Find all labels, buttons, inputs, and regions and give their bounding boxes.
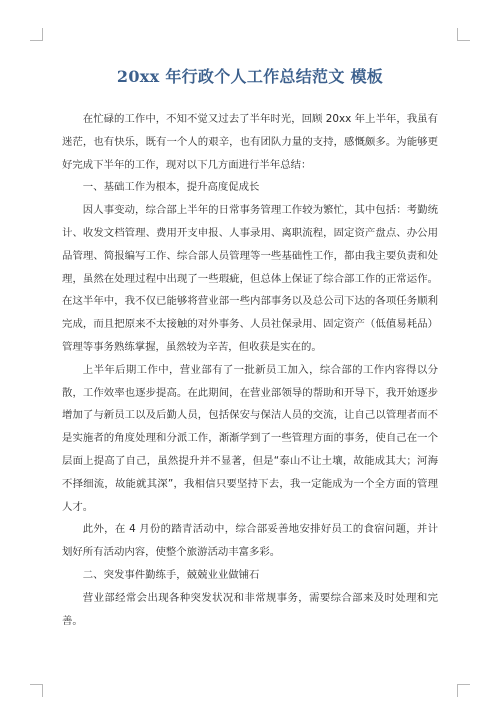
- document-title: 20xx 年行政个人工作总结范文 模板: [116, 67, 384, 86]
- crop-mark-top-left: [30, 28, 43, 41]
- paragraph-emergency: 营业部经常会出现各种突发状况和非常规事务，需要综合部来及时处理和完善。: [62, 591, 438, 627]
- section-heading-1: 一、基础工作为根本，提升高度促成长: [82, 181, 260, 194]
- paragraph-intro: 在忙碌的工作中，不知不觉又过去了半年时光，回顾 20xx 年上半年，我虽有迷茫，也有快乐，既有一个人的艰辛，也有团队力量的支持，感慨颇多。为能够更好完成下半年的工作，现对以下几方面进行半年总结：: [62, 113, 438, 171]
- crop-mark-bottom-left: [30, 684, 43, 697]
- crop-mark-bottom-right: [457, 684, 470, 697]
- section-heading-2: 二、突发事件勤练手，兢兢业业做铺石: [82, 568, 260, 581]
- crop-mark-top-right: [457, 28, 470, 41]
- paragraph-later-work: 上半年后期工作中，营业部有了一批新员工加入，综合部的工作内容得以分散，工作效率也逐步提高。在此期间，在营业部领导的帮助和开导下，我开始逐步增加了与新员工以及后勤人员，包括保安与保洁人员的交流，让自己以管理者而不是实施者的角度处理和分派工作，渐渐学到了一些管理方面的事务，使自己在一个层面上提高了自己，虽然提升并不显著，但是“泰山不让土壤，故能成其大；河海不择细流，故能就其深”，我相信只要坚持下去，我一定能成为一个全方面的管理人才。: [62, 363, 438, 513]
- paragraph-basic-work: 因人事变动，综合部上半年的日常事务管理工作较为繁忙，其中包括：考勤统计、收发文档管理、费用开支申报、人事录用、离职流程，固定资产盘点、办公用品管理、简报编写工作、综合部人员管理等一些基础性工作，都由我主要负责和处理，虽然在处理过程中出现了一些瑕疵，但总体上保证了综合部工作的正常运作。在这半年中，我不仅已能够将营业部一些内部事务以及总公司下达的各项任务顺利完成，而且把原来不太接触的对外事务、人员社保录用、固定资产（低值易耗品）管理等事务熟练掌握，虽然较为辛苦，但收获是实在的。: [62, 204, 438, 353]
- document-body: [62, 108, 438, 632]
- paragraph-outing: 此外，在 4 月份的踏青活动中，综合部妥善地安排好员工的食宿问题，并计划好所有活动内容，使整个旅游活动丰富多彩。: [62, 523, 438, 559]
